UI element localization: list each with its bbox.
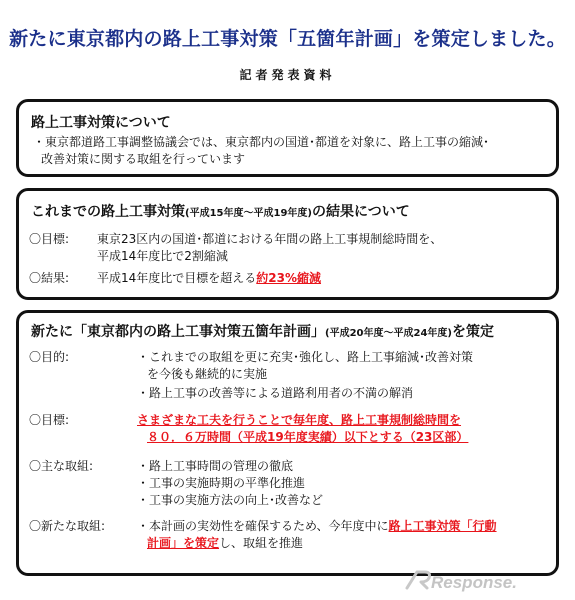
section2-result — [97, 271, 321, 286]
section3-main-line2: ・工事の実施時期の平準化推進 — [137, 476, 306, 490]
section2-goal-label: 〇目標: — [29, 232, 70, 246]
section-previous-results — [16, 188, 559, 300]
section3-new-line2-text: し、取組を推進 — [219, 536, 304, 550]
section2-result-text: 平成14年度比で目標を超える — [97, 271, 257, 285]
section1-heading: 路上工事対策について — [31, 115, 171, 131]
section2-result-label: 〇結果: — [29, 271, 70, 285]
section3-purpose-label: 〇目的: — [29, 350, 70, 364]
section2-goal-line2: 平成14年度比で2割縮減 — [97, 249, 228, 263]
section3-new-line1-highlight: 路上工事対策「行動 — [388, 519, 497, 533]
section2-goal-line1: 東京23区内の国道･都道における年間の路上工事規制総時間を、 — [97, 232, 443, 246]
section2-heading-tail: の結果について — [311, 204, 410, 220]
section-new-five-year-plan — [16, 310, 559, 576]
section3-main-line1: ・路上工事時間の管理の徹底 — [137, 459, 294, 473]
section3-new-line1 — [137, 519, 497, 534]
section3-goal-line2: ８０．６万時間（平成19年度実績）以下とする（23区部） — [147, 430, 469, 444]
press-release-label: 記者発表資料 — [239, 68, 336, 82]
section2-result-highlight: 約23%縮減 — [256, 271, 322, 285]
section3-purpose-line1: ・これまでの取組を更に充実･強化し、路上工事縮減･改善対策 — [137, 350, 474, 364]
section3-heading-period: (平成20年度～平成24年度) — [325, 328, 452, 339]
section3-heading-main: 新たに「東京都内の路上工事対策五箇年計画」 — [31, 324, 325, 340]
section3-new-label: 〇新たな取組: — [29, 519, 106, 533]
section3-purpose-line3: ・路上工事の改善等による道路利用者の不満の解消 — [137, 386, 414, 400]
section3-new-line2-highlight: 計画」を策定 — [147, 536, 220, 550]
section3-purpose-line2: を今後も継続的に実施 — [147, 367, 268, 381]
section3-new-line2 — [147, 536, 303, 551]
section3-main-line3: ・工事の実施方法の向上･改善など — [137, 493, 324, 507]
section-road-works-overview — [16, 99, 559, 177]
section3-heading — [31, 321, 494, 341]
page-title: 新たに東京都内の路上工事対策「五箇年計画」を策定しました。 — [9, 28, 566, 50]
section1-body-line2: 改善対策に関する取組を行っています — [41, 152, 246, 166]
section3-main-label: 〇主な取組: — [29, 459, 94, 473]
section3-new-line1-text: ・本計画の実効性を確保するため、今年度中に — [137, 519, 389, 533]
response-watermark-logo — [403, 566, 553, 594]
section3-goal-label: 〇目標: — [29, 413, 70, 427]
section2-heading-period: (平成15年度～平成19年度) — [185, 208, 312, 219]
response-logo-mark — [407, 572, 430, 588]
response-logo-text: Response. — [431, 573, 517, 592]
section2-heading-main: これまでの路上工事対策 — [31, 204, 185, 220]
section3-goal-line1: さまざまな工夫を行うことで毎年度、路上工事規制総時間を — [137, 413, 462, 427]
section1-body-line1: ・東京都道路工事調整協議会では、東京都内の国道･都道を対象に、路上工事の縮減･ — [33, 135, 490, 149]
section3-heading-tail: を策定 — [451, 324, 494, 340]
section2-heading — [31, 201, 410, 221]
